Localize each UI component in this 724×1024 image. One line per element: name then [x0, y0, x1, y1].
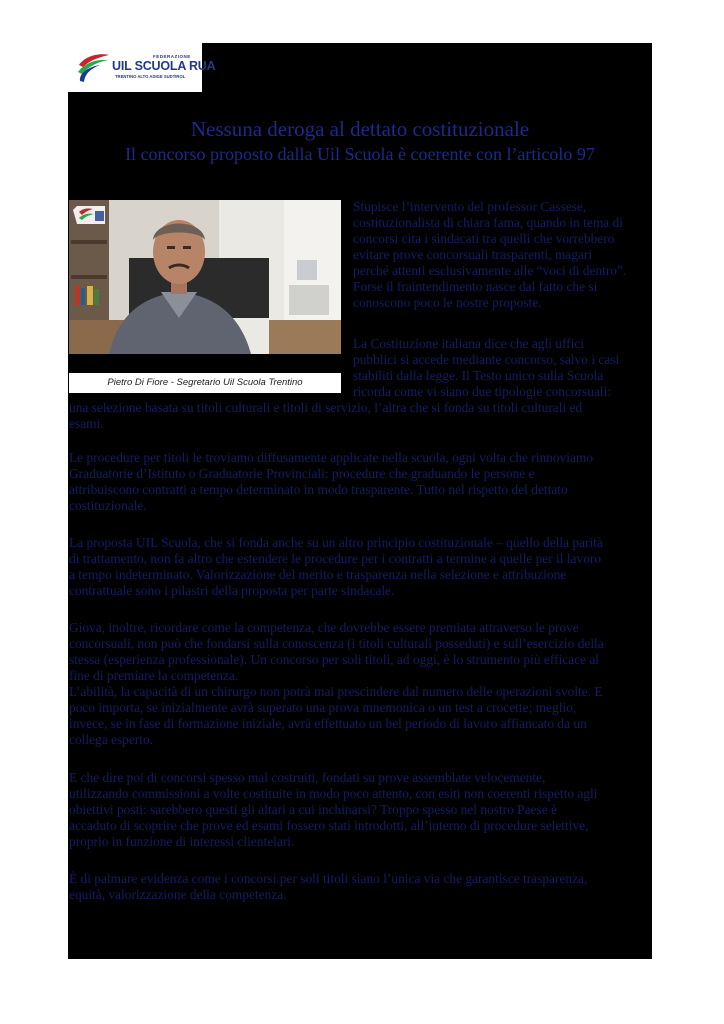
text-line: L’abilità, la capacità di un chirurgo non potrà mai prescindere dal numero delle operazioni svolte. E [69, 684, 603, 699]
text-line: invece, se in fase di formazione iniziale, avrà effettuato un bel periodo di lavoro affiancato da un [69, 716, 587, 731]
text-line: Le procedure per titoli le troviamo diffusamente applicate nella scuola, ogni volta che rinnoviamo [69, 450, 594, 465]
text-line: equità, valorizzazione della competenza. [69, 887, 287, 902]
logo-name: UIL SCUOLA RUA [112, 59, 216, 73]
text-line: costituzionalista di chiara fama, quando in tema di [353, 215, 623, 230]
text-line: una selezione basata su titoli culturali e titoli di servizio, l’altra che si fonda su titoli culturali ed [69, 400, 583, 415]
text-line: La proposta UIL Scuola, che si fonda anche su un altro principio costituzionale – quello della parità [69, 535, 603, 550]
text-line: proprio in funzione di interessi clientelari. [69, 834, 295, 849]
article-title: Nessuna deroga al dettato costituzionale [190, 117, 530, 141]
photo-caption: Pietro Di Fiore - Segretario Uil Scuola Trentino [69, 373, 341, 393]
text-line: costituzionale. [69, 498, 147, 513]
text-line: esami. [69, 416, 104, 431]
text-line: collega esperto. [69, 732, 154, 747]
text-line: attribuiscono contratti a tempo determinato in modo trasparente. Tutto nel rispetto del dettato [69, 482, 568, 497]
paragraph-2-side [353, 336, 651, 400]
text-line: La Costituzione italiana dice che agli uffici [353, 336, 585, 351]
article-subtitle: Il concorso proposto dalla Uil Scuola è coerente con l’articolo 97 [125, 144, 595, 164]
text-line: accaduto di scoprire che prove ed esami fossero stati introdotti, all’interno di procedure selettive, [69, 818, 589, 833]
text-line: obiettivi posti: sarebbero questi gli altari a cui inchinarsi? Troppo spesso nel nostro Paese è [69, 802, 557, 817]
text-line: utilizzando commissioni a volte costituite in modo poco attento, con esiti non coerenti rispetto agli [69, 786, 598, 801]
paragraph-2-full [69, 400, 652, 432]
uil-scuola-logo [68, 43, 216, 92]
text-line: concorsi cita i sindacati tra quelli che vorrebbero [353, 231, 615, 246]
text-line: pubblici si accede mediante concorso, salvo i casi [353, 352, 620, 367]
text-line: stabiliti dalla legge. Il Testo unico sulla Scuola [353, 368, 604, 383]
text-line: conoscono poco le nostre proposte. [353, 295, 542, 310]
text-line: Forse il fraintendimento nasce dal fatto che si [353, 279, 598, 294]
text-line: perché attenti esclusivamente alle “voci di dentro”. [353, 263, 627, 278]
text-line: E che dire poi di concorsi spesso mal costruiti, fondati su prove assemblate velocemente, [69, 770, 546, 785]
text-line: ricorda come vi siano due tipologie concorsuali: [353, 384, 612, 399]
paragraph-5 [69, 620, 652, 748]
photo-illustration [69, 200, 341, 354]
text-line: evitare prove concorsuali trasparenti, magari [353, 247, 593, 262]
paragraph-3 [69, 450, 652, 514]
text-line: Stupisce l’intervento del professor Cassese, [353, 199, 587, 214]
paragraph-6 [69, 770, 652, 850]
text-line: Graduatorie d’Istituto o Graduatorie Provinciali: procedure che graduando le persone e [69, 466, 535, 481]
paragraph-4 [69, 535, 652, 599]
text-line: Giova, inoltre, ricordare come la competenza, che dovrebbe essere premiata attraverso le prove [69, 620, 579, 635]
text-line: di trattamento, non fa altro che estendere le procedure per i contratti a termine a quelle per il lavoro [69, 551, 602, 566]
text-line: poco importa, se inizialmente avrà superato una prova mnemonica o un test a crocette; meglio, [69, 700, 577, 715]
logo-swoosh-icon [76, 51, 110, 83]
text-line: stessa (esperienza professionale). Un concorso per soli titoli, ad oggi, è lo strumento più efficace al [69, 652, 600, 667]
logo-federazione: FEDERAZIONE [153, 54, 191, 59]
author-photo [69, 200, 341, 354]
paragraph-7 [69, 871, 652, 903]
text-line: concorsuali, non può che fondarsi sulla conoscenza (i titoli culturali posseduti) e sull’esercizio della [69, 636, 604, 651]
text-line: a tempo indeterminato. Valorizzazione del merito e trasparenza nella selezione e attribuzione [69, 567, 567, 582]
paragraph-1 [353, 199, 651, 311]
logo-region: TRENTINO ALTO ADIGE SUDTIROL [115, 74, 186, 79]
text-line: fine di premiare la competenza. [69, 668, 239, 683]
text-line: È di palmare evidenza come i concorsi per soli titoli siano l’unica via che garantisce trasparenza, [69, 871, 588, 886]
text-line: contrattuale sono i pilastri della proposta per parte sindacale. [69, 583, 395, 598]
